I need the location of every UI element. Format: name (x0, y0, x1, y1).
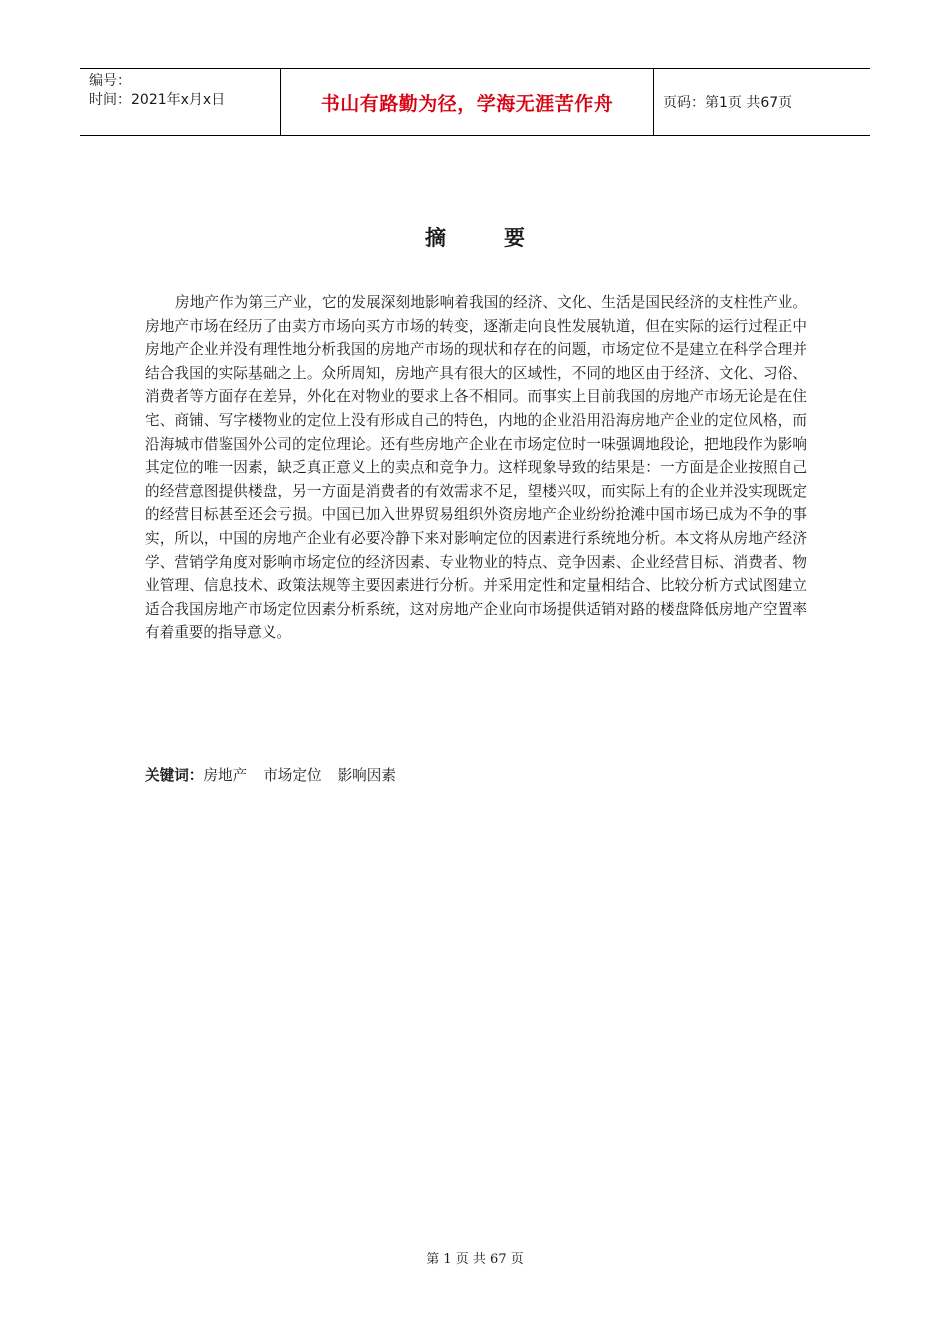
keyword-item: 影响因素 (337, 767, 396, 784)
keywords-label: 关键词： (145, 767, 204, 784)
abstract-paragraph: 房地产作为第三产业，它的发展深刻地影响着我国的经济、文化、生活是国民经济的支柱性产业。房地产市场在经历了由卖方市场向买方市场的转变，逐渐走向良性发展轨道，但在实际的运行过程正中房地产企业并没有理性地分析我国的房地产市场的现状和存在的问题，市场定位不是建立在科学合理并结合我国的实际基础之上。众所周知，房地产具有很大的区域性，不同的地区由于经济、文化、习俗、消费者等方面存在差异，外化在对物业的要求上各不相同。而事实上目前我国的房地产市场无论是在住宅、商铺、写字楼物业的定位上没有形成自己的特色，内地的企业沿用沿海房地产企业的定位风格，而沿海城市借鉴国外公司的定位理论。还有些房地产企业在市场定位时一味强调地段论，把地段作为影响其定位的唯一因素，缺乏真正意义上的卖点和竞争力。这样现象导致的结果是：一方面是企业按照自己的经营意图提供楼盘，另一方面是消费者的有效需求不足，望楼兴叹，而实际上有的企业并没实现既定的经营目标甚至还会亏损。中国已加入世界贸易组织外资房地产企业纷纷抢滩中国市场已成为不争的事实，所以，中国的房地产企业有必要冷静下来对影响定位的因素进行系统地分析。本文将从房地产经济学、营销学角度对影响市场定位的经济因素、专业物业的特点、竞争因素、企业经营目标、消费者、物业管理、信息技术、政策法规等主要因素进行分析。并采用定性和定量相结合、比较分析方式试图建立适合我国房地产市场定位因素分析系统，这对房地产企业向市场提供适销对路的楼盘降低房地产空置率有着重要的指导意义。 (145, 294, 807, 642)
header-motto-cell (281, 69, 654, 135)
keywords-line (145, 766, 412, 786)
page-info: 页码：第1页 共67页 (663, 95, 793, 111)
page-title: 摘要 (425, 226, 583, 250)
page-footer: 第 1 页 共 67 页 (426, 1252, 524, 1267)
keyword-item: 房地产 (203, 767, 248, 784)
motto-text: 书山有路勤为径，学海无涯苦作舟 (320, 92, 614, 115)
serial-number-label: 编号： (89, 73, 131, 89)
date-label: 时间：2021年x月x日 (89, 92, 226, 108)
header-meta-cell (80, 69, 281, 135)
document-header (80, 68, 870, 136)
header-page-cell (654, 69, 870, 135)
keyword-item: 市场定位 (263, 767, 322, 784)
